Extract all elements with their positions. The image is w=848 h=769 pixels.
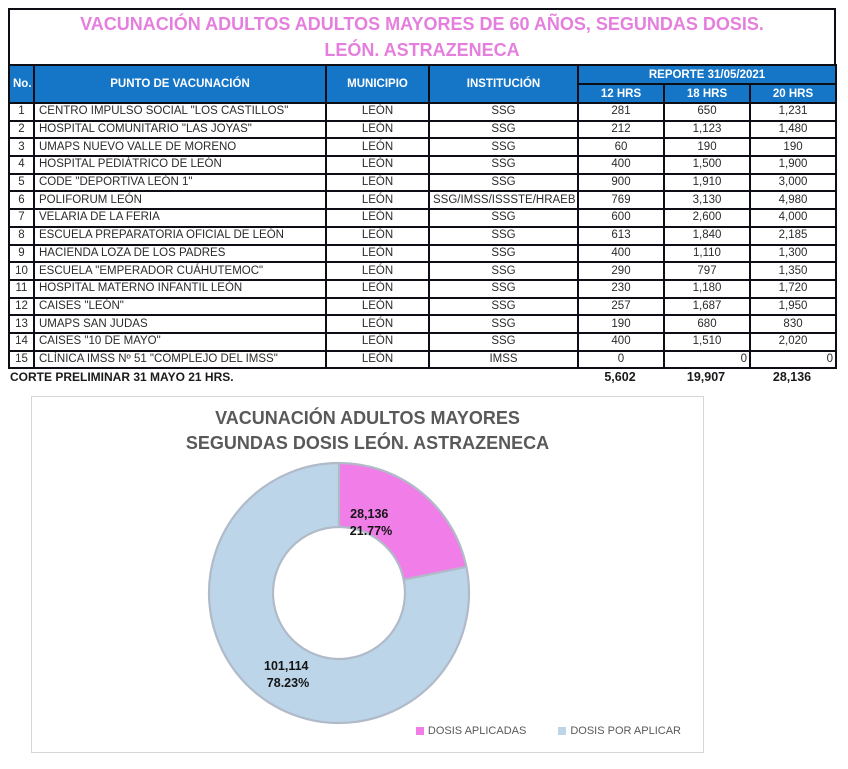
cell-18hrs: 650 <box>664 103 750 121</box>
cell-18hrs: 1,123 <box>664 121 750 139</box>
cell-18hrs: 0 <box>664 351 750 369</box>
cell-no: 1 <box>9 103 34 121</box>
chart-title-line1: VACUNACIÓN ADULTOS MAYORES <box>215 408 520 428</box>
cell-punto: CLÍNICA IMSS Nº 51 "COMPLEJO DEL IMSS" <box>34 351 326 369</box>
header-12hrs: 12 HRS <box>578 84 664 103</box>
cell-18hrs: 1,840 <box>664 227 750 245</box>
cell-12hrs: 230 <box>578 280 664 298</box>
cell-20hrs: 2,020 <box>750 333 836 351</box>
cell-18hrs: 1,110 <box>664 245 750 263</box>
table-row <box>9 174 836 192</box>
cell-20hrs: 0 <box>750 351 836 369</box>
legend-item-por-aplicar <box>558 725 681 737</box>
cell-municipio: LEÓN <box>326 138 429 156</box>
cell-no: 12 <box>9 298 34 316</box>
cell-18hrs: 1,180 <box>664 280 750 298</box>
cell-12hrs: 190 <box>578 315 664 333</box>
table-body <box>9 103 836 368</box>
cell-punto: ESCUELA PREPARATORIA OFICIAL DE LEÓN <box>34 227 326 245</box>
cell-no: 9 <box>9 245 34 263</box>
cell-municipio: LEÓN <box>326 156 429 174</box>
cell-municipio: LEÓN <box>326 262 429 280</box>
cell-12hrs: 400 <box>578 156 664 174</box>
cell-punto: CENTRO IMPULSO SOCIAL "LOS CASTILLOS" <box>34 103 326 121</box>
total-12hrs: 5,602 <box>604 370 636 384</box>
cell-18hrs: 190 <box>664 138 750 156</box>
report-box <box>8 8 836 369</box>
header-18hrs: 18 HRS <box>664 84 750 103</box>
cell-no: 8 <box>9 227 34 245</box>
cell-institucion: SSG <box>429 174 578 192</box>
cell-municipio: LEÓN <box>326 245 429 263</box>
cell-20hrs: 190 <box>750 138 836 156</box>
cell-18hrs: 1,510 <box>664 333 750 351</box>
cell-12hrs: 257 <box>578 298 664 316</box>
cell-no: 4 <box>9 156 34 174</box>
cell-municipio: LEÓN <box>326 227 429 245</box>
cell-punto: VELARIA DE LA FERIA <box>34 209 326 227</box>
cell-municipio: LEÓN <box>326 191 429 209</box>
cell-12hrs: 281 <box>578 103 664 121</box>
cell-institucion: SSG <box>429 245 578 263</box>
cell-institucion: SSG/IMSS/ISSSTE/HRAEB <box>429 191 578 209</box>
cell-municipio: LEÓN <box>326 103 429 121</box>
cell-20hrs: 830 <box>750 315 836 333</box>
header-institucion: INSTITUCIÓN <box>429 65 578 103</box>
cell-institucion: SSG <box>429 315 578 333</box>
chart-card <box>31 396 704 753</box>
cell-punto: UMAPS SAN JUDAS <box>34 315 326 333</box>
cell-punto: HOSPITAL PEDIÁTRICO DE LEÓN <box>34 156 326 174</box>
table-row <box>9 280 836 298</box>
header-no: No. <box>9 65 34 103</box>
cell-18hrs: 680 <box>664 315 750 333</box>
cell-20hrs: 3,000 <box>750 174 836 192</box>
cell-punto: CAISES "LEÓN" <box>34 298 326 316</box>
cell-20hrs: 1,350 <box>750 262 836 280</box>
cell-20hrs: 4,000 <box>750 209 836 227</box>
cell-no: 6 <box>9 191 34 209</box>
chart-title-line2: SEGUNDAS DOSIS LEÓN. ASTRAZENECA <box>185 433 550 453</box>
table-row <box>9 121 836 139</box>
table-row <box>9 245 836 263</box>
cell-12hrs: 0 <box>578 351 664 369</box>
cell-institucion: SSG <box>429 298 578 316</box>
cell-municipio: LEÓN <box>326 333 429 351</box>
totals-line <box>8 366 836 388</box>
cell-no: 10 <box>9 262 34 280</box>
cell-20hrs: 1,480 <box>750 121 836 139</box>
cell-municipio: LEÓN <box>326 121 429 139</box>
donut-label-aplicadas: 28,136 21.77% <box>349 507 393 538</box>
cell-institucion: SSG <box>429 262 578 280</box>
cell-no: 7 <box>9 209 34 227</box>
cell-institucion: SSG <box>429 121 578 139</box>
cell-12hrs: 290 <box>578 262 664 280</box>
table-row <box>9 315 836 333</box>
report-title-line2: LEÓN. ASTRAZENECA <box>324 40 520 60</box>
cell-institucion: SSG <box>429 227 578 245</box>
cell-no: 13 <box>9 315 34 333</box>
header-20hrs: 20 HRS <box>750 84 836 103</box>
table-row <box>9 333 836 351</box>
cell-punto: POLIFORUM LEÓN <box>34 191 326 209</box>
cell-12hrs: 400 <box>578 245 664 263</box>
cell-18hrs: 2,600 <box>664 209 750 227</box>
chart-title <box>32 406 703 456</box>
cell-municipio: LEÓN <box>326 298 429 316</box>
legend-swatch-blue-icon <box>558 727 566 735</box>
donut-label-por-aplicar: 101,114 78.23% <box>264 659 310 690</box>
legend-label-aplicadas: DOSIS APLICADAS <box>427 725 527 737</box>
chart-legend <box>416 725 681 737</box>
cell-no: 5 <box>9 174 34 192</box>
cell-punto: HACIENDA LOZA DE LOS PADRES <box>34 245 326 263</box>
cell-no: 11 <box>9 280 34 298</box>
vaccination-table <box>8 64 837 369</box>
cell-18hrs: 3,130 <box>664 191 750 209</box>
cell-20hrs: 1,300 <box>750 245 836 263</box>
cell-20hrs: 4,980 <box>750 191 836 209</box>
cell-no: 2 <box>9 121 34 139</box>
cell-municipio: LEÓN <box>326 315 429 333</box>
cell-institucion: SSG <box>429 138 578 156</box>
table-row <box>9 227 836 245</box>
total-18hrs: 19,907 <box>686 370 726 384</box>
cell-punto: CAISES "10 DE MAYO" <box>34 333 326 351</box>
total-20hrs: 28,136 <box>772 370 812 384</box>
cell-18hrs: 797 <box>664 262 750 280</box>
cell-no: 14 <box>9 333 34 351</box>
table-row <box>9 191 836 209</box>
report-title <box>8 8 836 64</box>
cell-12hrs: 769 <box>578 191 664 209</box>
cell-20hrs: 1,720 <box>750 280 836 298</box>
donut-slice-0 <box>339 463 466 580</box>
donut-svg <box>32 458 703 728</box>
cell-no: 3 <box>9 138 34 156</box>
cell-12hrs: 212 <box>578 121 664 139</box>
table-header <box>9 65 836 103</box>
legend-swatch-pink-icon <box>416 727 424 735</box>
cell-12hrs: 613 <box>578 227 664 245</box>
table-row <box>9 156 836 174</box>
header-punto: PUNTO DE VACUNACIÓN <box>34 65 326 103</box>
cell-18hrs: 1,910 <box>664 174 750 192</box>
cell-institucion: SSG <box>429 103 578 121</box>
cell-municipio: LEÓN <box>326 209 429 227</box>
table-row <box>9 209 836 227</box>
header-reporte: REPORTE 31/05/2021 <box>578 65 836 84</box>
cell-institucion: SSG <box>429 156 578 174</box>
cell-18hrs: 1,687 <box>664 298 750 316</box>
cell-18hrs: 1,500 <box>664 156 750 174</box>
table-row <box>9 298 836 316</box>
table-row <box>9 138 836 156</box>
cell-12hrs: 600 <box>578 209 664 227</box>
cell-punto: CODE "DEPORTIVA LEÓN 1" <box>34 174 326 192</box>
cell-municipio: LEÓN <box>326 351 429 369</box>
cell-20hrs: 1,900 <box>750 156 836 174</box>
cell-punto: ESCUELA "EMPERADOR CUÁHUTEMOC" <box>34 262 326 280</box>
cell-institucion: SSG <box>429 333 578 351</box>
cell-punto: UMAPS NUEVO VALLE DE MORENO <box>34 138 326 156</box>
report-title-line1: VACUNACIÓN ADULTOS ADULTOS MAYORES DE 60 AÑOS, SEGUNDAS DOSIS. <box>80 14 764 34</box>
cell-20hrs: 1,950 <box>750 298 836 316</box>
cell-municipio: LEÓN <box>326 174 429 192</box>
cell-12hrs: 900 <box>578 174 664 192</box>
cell-12hrs: 400 <box>578 333 664 351</box>
legend-item-aplicadas <box>416 725 526 737</box>
table-row <box>9 103 836 121</box>
cell-punto: HOSPITAL MATERNO INFANTIL LEÓN <box>34 280 326 298</box>
header-municipio: MUNICIPIO <box>326 65 429 103</box>
cell-institucion: SSG <box>429 209 578 227</box>
cell-20hrs: 1,231 <box>750 103 836 121</box>
cell-20hrs: 2,185 <box>750 227 836 245</box>
cell-municipio: LEÓN <box>326 280 429 298</box>
cell-institucion: SSG <box>429 280 578 298</box>
footer-note: CORTE PRELIMINAR 31 MAYO 21 HRS. <box>10 370 234 384</box>
cell-punto: HOSPITAL COMUNITARIO "LAS JOYAS" <box>34 121 326 139</box>
cell-no: 15 <box>9 351 34 369</box>
table-row <box>9 262 836 280</box>
cell-12hrs: 60 <box>578 138 664 156</box>
cell-institucion: IMSS <box>429 351 578 369</box>
legend-label-por-aplicar: DOSIS POR APLICAR <box>570 725 681 737</box>
